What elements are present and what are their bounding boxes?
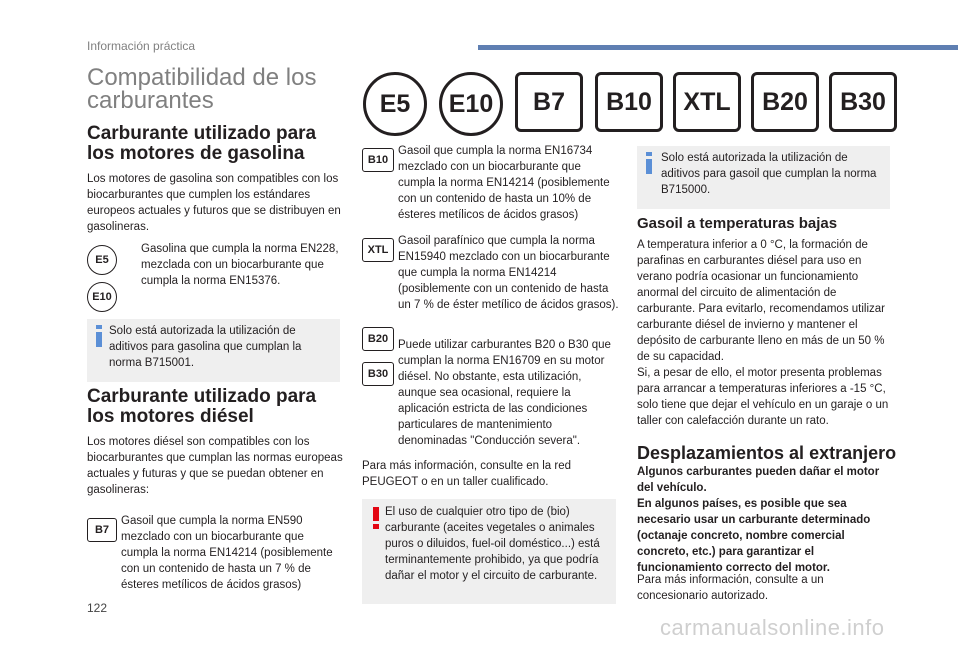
badge-b7-large: B7 [515, 72, 583, 132]
gasoline-fuel-desc: Gasolina que cumpla la norma EN228, mezclada con un biocarburante que cumpla la norma EN15376. [141, 243, 339, 287]
badge-b20: B20 [362, 327, 394, 351]
section-header: Información práctica [87, 39, 196, 53]
gasoline-intro: Los motores de gasolina son compatibles con los biocarburantes que cumplen los estándares europeos actuales y futuros que se distribuyen en gasolineras. [87, 173, 341, 233]
page-number: 122 [87, 601, 108, 615]
diesel-heading [87, 387, 347, 427]
gasoline-additive-note: Solo está autorizada la utilización de aditivos para gasolina que cumplan la norma B715001. [109, 325, 302, 369]
badge-xtl: XTL [362, 238, 394, 262]
badge-b10-large: B10 [595, 72, 663, 132]
abroad-text: Para más información, consulte a un concesionario autorizado. [637, 574, 824, 602]
info-icon [93, 325, 105, 347]
badge-b10: B10 [362, 148, 394, 172]
gasoline-heading [87, 124, 347, 164]
b20-b30-desc: Puede utilizar carburantes B20 o B30 que cumplan la norma EN16709 en su motor diésel. No obstante, esta utilización, aunque sea ocasional, requiere la aplicación estricta de las condiciones particulares de mantenimiento denominadas "Conducción severa". [398, 339, 611, 447]
diesel-additive-note-box [637, 146, 890, 209]
diesel-heading-line1: Carburante utilizado para [87, 386, 317, 407]
badge-b20-large: B20 [751, 72, 819, 132]
warning-icon [370, 507, 382, 529]
warning-text: El uso de cualquier otro tipo de (bio) carburante (aceites vegetales o animales puros o diluidos, fuel-oil doméstico...) está terminantemente prohibido, ya que podría dañar el motor y el circuito de carburante. [385, 506, 600, 582]
b10-desc: Gasoil que cumpla la norma EN16734 mezclado con un biocarburante que cumpla la norma EN14214 (posiblemente con un contenido de hasta un 10% de ésteres metílicos de ácidos grasos) [398, 145, 610, 221]
badge-xtl-large: XTL [673, 72, 741, 132]
badge-b30: B30 [362, 362, 394, 386]
xtl-desc: Gasoil parafínico que cumpla la norma EN15940 mezclado con un biocarburante que cumpla la norma EN14214 (posiblemente con un contenido de hasta un 7 % de éster metílico de ácidos grasos). [398, 235, 619, 311]
diesel-additive-note: Solo está autorizada la utilización de aditivos para gasoil que cumplan la norma B715000. [661, 152, 877, 196]
watermark: carmanualsonline.info [660, 615, 885, 640]
abroad-bold-2: En algunos países, es posible que sea necesario usar un carburante determinado (octanaje concreto, nombre comercial concreto, etc.) para garantizar el funcionamiento correcto del motor. [637, 498, 871, 574]
gasoline-additive-note-box [87, 319, 340, 382]
badge-b30-large: B30 [829, 72, 897, 132]
low-temp-text-2: Si, a pesar de ello, el motor presenta problemas para arrancar a temperaturas inferiores a -15 °C, solo tiene que dejar el vehículo en un garaje o un taller con calefacción durante un rato. [637, 367, 889, 427]
info-icon [643, 152, 655, 174]
gasoline-heading-line2: los motores de gasolina [87, 143, 305, 164]
diesel-heading-line2: los motores diésel [87, 406, 254, 427]
badge-e5: E5 [87, 245, 117, 275]
page-title [87, 66, 316, 112]
b7-desc: Gasoil que cumpla la norma EN590 mezclado con un biocarburante que cumpla la norma EN14214 (posiblemente con un contenido de hasta un 7 % de ésteres metílicos de ácidos grasos) [121, 515, 333, 591]
diesel-intro: Los motores diésel son compatibles con los biocarburantes que cumplan las normas europeas actuales y futuras y que se puedan obtener en gasolineras: [87, 436, 343, 496]
warning-box [362, 499, 616, 604]
page-title-line2: carburantes [87, 87, 214, 114]
page-title-line1: Compatibilidad de los [87, 64, 317, 91]
low-temp-text-1: A temperatura inferior a 0 °C, la formación de parafinas en carburantes diésel para uso en verano podría ocasionar un funcionamiento anormal del circuito de alimentación de carburante. Para evitarlo, recomendamos utilizar carburante diésel de invierno y mantener el depósito de carburante lleno en más de un 50 % de su capacidad. [637, 239, 886, 363]
badge-e10-large: E10 [439, 72, 503, 136]
abroad-bold-1: Algunos carburantes pueden dañar el motor del vehículo. [637, 466, 880, 494]
badge-b7: B7 [87, 518, 117, 542]
badge-e10: E10 [87, 282, 117, 312]
gasoline-heading-line1: Carburante utilizado para [87, 123, 317, 144]
badge-e5-large: E5 [363, 72, 427, 136]
abroad-heading: Desplazamientos al extranjero [637, 443, 897, 463]
low-temp-heading: Gasoil a temperaturas bajas [637, 215, 838, 232]
more-info-text: Para más información, consulte en la red PEUGEOT o en un taller cualificado. [362, 460, 572, 488]
header-accent-bar [478, 45, 958, 50]
